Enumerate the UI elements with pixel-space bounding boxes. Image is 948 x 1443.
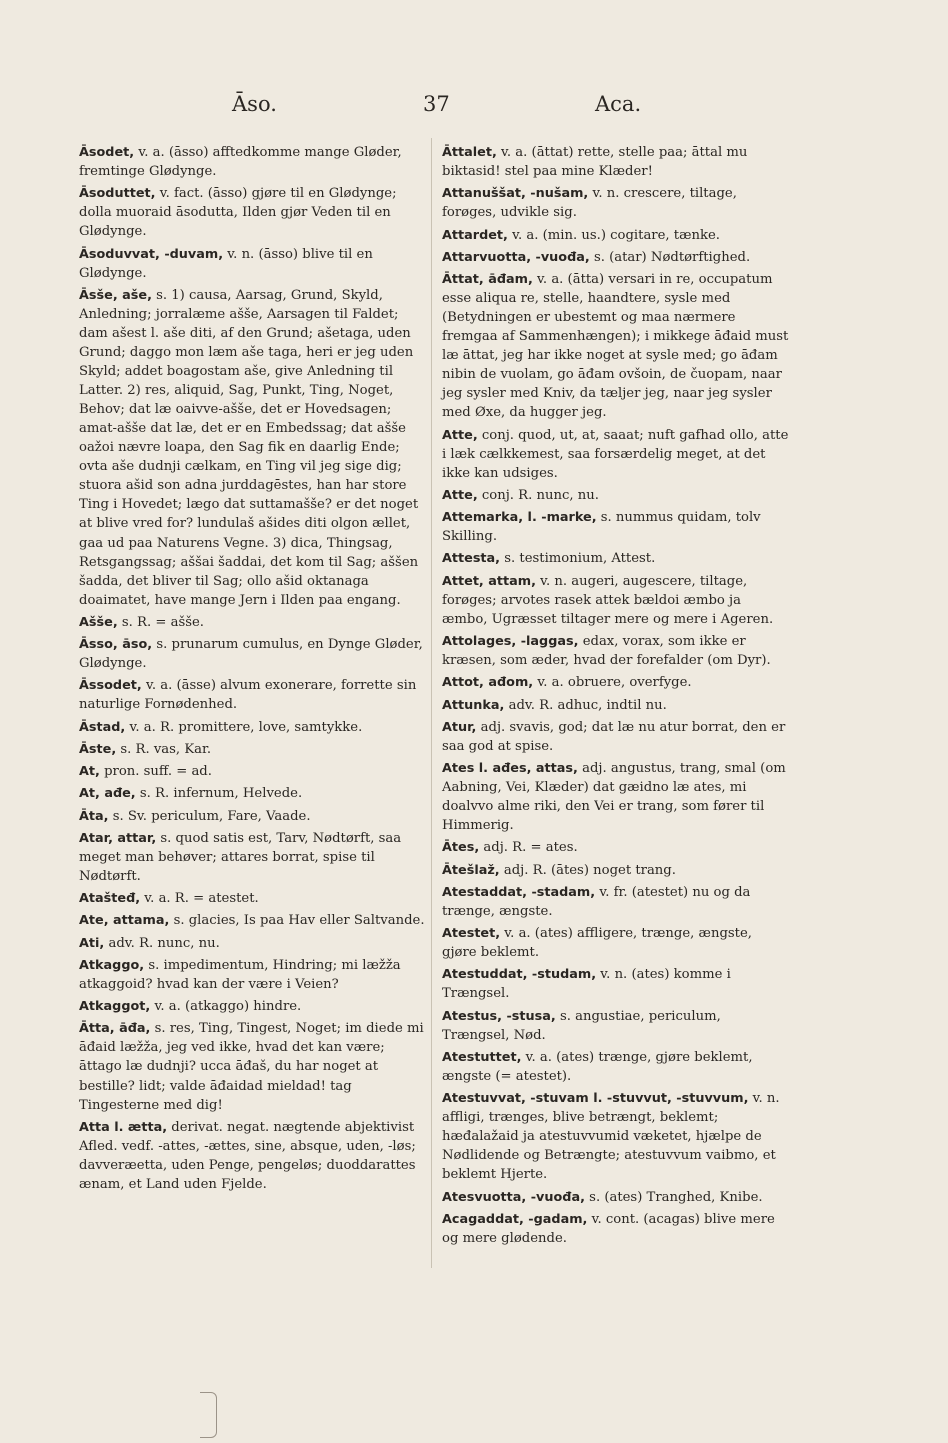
entry-headword: Āste, [79, 741, 117, 757]
entry-headword: Ātešlaž, [442, 862, 500, 878]
header-left-guide-word: Āso. [232, 92, 277, 116]
entry-headword: Atestuddat, -studam, [442, 967, 597, 983]
dictionary-entry [442, 572, 790, 629]
right-column [442, 143, 790, 1251]
entry-headword: Atkaggo, [79, 957, 145, 973]
entry-definition: v. n. (āsso) blive til en Glødynge. [79, 246, 373, 281]
entry-headword: Attot, ađom, [442, 675, 534, 691]
entry-headword: Attunka, [442, 697, 505, 713]
entry-definition: v. a. (ates) affligere, trænge, ængste, gjøre beklemt. [442, 926, 752, 961]
entry-headword: Attolages, -laggas, [442, 634, 579, 649]
dictionary-entry [442, 759, 790, 835]
entry-definition: v. n. crescere, tiltage, forøges, udvikle sig. [442, 186, 737, 221]
entry-definition: v. a. obruere, overfyge. [537, 675, 692, 691]
entry-definition: v. fact. (āsso) gjøre til en Glødynge; dolla muoraid āsodutta, Ilden gjør Veden til en Glødynge. [79, 186, 397, 240]
entry-definition: v. cont. (acagas) blive mere og mere glødende. [442, 1211, 775, 1246]
dictionary-entry [442, 426, 790, 483]
entry-headword: Atta l. ætta, [79, 1119, 168, 1135]
dictionary-entry [442, 883, 790, 921]
dictionary-entry [442, 838, 790, 857]
entry-headword: Ašše, [79, 614, 118, 630]
entry-definition: v. fr. (atestet) nu og da trænge, ængste. [442, 884, 751, 919]
dictionary-entry [442, 924, 790, 962]
entry-definition: s. R. infernum, Helvede. [139, 786, 303, 802]
dictionary-entry [79, 635, 425, 673]
entry-headword: Atur, [442, 719, 477, 735]
dictionary-entry [79, 807, 425, 826]
entry-headword: Āttalet, [442, 145, 497, 160]
entry-headword: Āsodet, [79, 145, 135, 160]
entry-headword: Attarvuotta, -vuođa, [442, 249, 590, 265]
entry-headword: Attardet, [442, 227, 508, 243]
entry-headword: Āta, [79, 808, 109, 824]
entry-headword: Atesvuotta, -vuođa, [442, 1189, 585, 1205]
entry-definition: v. n. (ates) komme i Trængsel. [442, 967, 731, 1002]
entry-headword: Atestuvvat, -stuvam l. -stuvvut, -stuvvum, [442, 1091, 749, 1107]
dictionary-entry [79, 245, 425, 283]
entry-definition: v. a. (āttat) rette, stelle paa; āttal mu biktasid! stel paa mine Klæder! [442, 145, 748, 180]
dictionary-entry [442, 549, 790, 568]
dictionary-entry [442, 1210, 790, 1248]
entry-headword: Atestaddat, -stadam, [442, 884, 596, 900]
entry-headword: Ates l. ađes, attas, [442, 761, 578, 777]
entry-headword: Āstad, [79, 719, 126, 735]
entry-definition: conj. quod, ut, at, saaat; nuft gafhad ollo, atte i læk cælkkemest, saa forsærdelig meget, at det ikke kan udsiges. [442, 427, 789, 481]
dictionary-entry [79, 286, 425, 610]
dictionary-entry [79, 956, 425, 994]
entry-headword: Ātta, āđa, [79, 1021, 151, 1037]
entry-headword: Atkaggot, [79, 999, 151, 1015]
dictionary-entry [442, 718, 790, 756]
entry-definition: s. testimonium, Attest. [504, 551, 656, 567]
dictionary-entry [442, 270, 790, 422]
dictionary-entry [442, 1007, 790, 1045]
entry-definition: adj. angustus, trang, smal (om Aabning, Vei, Klæder) dat gæidno læ ates, mi doalvvo alme riki, den Vei er trang, som fører til Himmerig. [442, 761, 786, 834]
dictionary-entry [442, 486, 790, 505]
dictionary-entry [79, 1118, 425, 1194]
entry-definition: v. a. R. = atestet. [144, 891, 259, 907]
entry-headword: Ati, [79, 935, 105, 951]
entry-definition: v. a. (ates) trænge, gjøre beklemt, ængste (= atestet). [442, 1050, 753, 1085]
entry-definition: s. nummus quidam, tolv Skilling. [442, 510, 761, 545]
dictionary-entry [442, 508, 790, 546]
entry-definition: v. a. (āsso) afftedkomme mange Gløder, fremtinge Glødynge. [79, 145, 402, 180]
entry-headword: Atašteđ, [79, 891, 141, 907]
page-header [0, 92, 948, 124]
dictionary-entry [79, 934, 425, 953]
entry-definition: s. quod satis est, Tarv, Nødtørft, saa meget man behøver; attares borrat, spise til Nødtørft. [79, 830, 402, 884]
entry-definition: s. (atar) Nødtørftighed. [593, 249, 751, 265]
entry-definition: v. a. (atkaggo) hindre. [154, 999, 302, 1015]
dictionary-entry [442, 248, 790, 267]
dictionary-entry [442, 226, 790, 245]
dictionary-entry [442, 632, 790, 670]
entry-definition: s. R. = ašše. [121, 614, 204, 630]
entry-definition: s. prunarum cumulus, en Dynge Gløder, Glødynge. [79, 637, 423, 672]
entry-headword: Atte, [442, 487, 478, 503]
entry-headword: At, [79, 764, 100, 780]
entry-definition: v. a. (āsse) alvum exonerare, forrette sin naturlige Fornødenhed. [79, 678, 417, 713]
entry-headword: Attet, attam, [442, 573, 536, 589]
dictionary-entry [79, 676, 425, 714]
entry-definition: conj. R. nunc, nu. [481, 487, 599, 503]
entry-definition: adj. R. (ātes) noget trang. [503, 862, 676, 878]
entry-headword: Āsše, aše, [79, 287, 152, 303]
dictionary-entry [442, 861, 790, 880]
entry-definition: derivat. negat. nægtende abjektivist Afled. vedf. -attes, -ættes, sine, absque, uden, -løs; davveræetta, uden Penge, pengeløs; duoddarattes ænam, et Land uden Fjelde. [79, 1119, 416, 1192]
entry-headword: Atar, attar, [79, 830, 157, 846]
entry-definition: s. 1) causa, Aarsag, Grund, Skyld, Anledning; jorralæme ašše, Aarsagen til Faldet; dam ašest l. aše diti, af den Grund; ašetaga, uden Grund; daggo mon læm aše taga, heri er jeg uden Skyld; addet boagostam aše, give Anledning til Latter. 2) res, aliquid, Sag, Punkt, Ting, Noget, Behov; dat læ oaivve-ašše, det er Hovedsagen; amat-ašše dat læ, det er en Embedssag; dat ašše oažoi nævre loapa, den Sag fik en daarlig Ende; ovta aše dudnji cælkam, en Ting vil jeg sige dig; stuora ašid son adna jurddagēstes, han har store Ting i Hovedet; lægo dat suttamašše? er det noget at blive vred for? lundulaš ašides diti olgon ællet, gaa ud paa Naturens Vegne. 3) dica, Thingsag, Retsgangssag; aššai šaddai, det kom til Sag; aššen šadda, det bliver til Sag; ollo ašid oktanaga doaimatet, have mange Jern i Ilden paa engang. [79, 287, 419, 608]
entry-definition: s. glacies, Is paa Hav eller Saltvande. [173, 913, 425, 929]
dictionary-entry [442, 1048, 790, 1086]
dictionary-entry [442, 673, 790, 692]
dictionary-entry [79, 762, 425, 781]
entry-headword: Attemarka, l. -marke, [442, 510, 597, 526]
dictionary-entry [79, 718, 425, 737]
dictionary-entry [79, 1019, 425, 1114]
dictionary-entry [442, 1188, 790, 1207]
entry-headword: Attesta, [442, 551, 501, 567]
entry-definition: s. angustiae, periculum, Trængsel, Nød. [442, 1008, 721, 1043]
entry-definition: pron. suff. = ad. [104, 764, 212, 780]
entry-headword: Atestet, [442, 926, 501, 942]
entry-headword: Acagaddat, -gadam, [442, 1211, 588, 1227]
entry-headword: Āsso, āso, [79, 637, 153, 653]
entry-headword: At, ađe, [79, 786, 136, 802]
entry-definition: v. n. affligi, trænges, blive betrængt, beklemt; hæđalažaid ja atestuvvumid væketet, hjælpe de Nødlidende og Betrængte; atestuvvum vaibmo, et beklemt Hjerte. [442, 1091, 780, 1183]
entry-headword: Atestus, -stusa, [442, 1008, 556, 1024]
entry-definition: s. (ates) Tranghed, Knibe. [589, 1189, 763, 1205]
entry-headword: Atte, [442, 427, 478, 443]
dictionary-entry [79, 184, 425, 241]
header-right-guide-word: Aca. [595, 92, 642, 116]
entry-headword: Ate, attama, [79, 913, 170, 929]
entry-definition: adj. svavis, god; dat læ nu atur borrat, den er saa god at spise. [442, 719, 786, 754]
dictionary-entry [79, 889, 425, 908]
dictionary-entry [442, 184, 790, 222]
entry-headword: Ātes, [442, 840, 480, 856]
column-divider [431, 138, 432, 1268]
dictionary-entry [442, 143, 790, 181]
entry-definition: v. n. augeri, augescere, tiltage, forøges; arvotes rasek attek bældoi æmbo ja æmbo, Ugræsset tiltager mere og mere i Ageren. [442, 573, 774, 627]
entry-definition: adj. R. = ates. [483, 840, 578, 856]
entry-definition: s. Sv. periculum, Fare, Vaade. [112, 808, 311, 824]
page-edge-bracket [200, 1392, 217, 1438]
entry-headword: Attanuššat, -nušam, [442, 186, 589, 202]
entry-definition: adv. R. nunc, nu. [108, 935, 220, 951]
entry-headword: Āttat, āđam, [442, 272, 533, 288]
dictionary-entry [442, 1089, 790, 1184]
dictionary-entry [79, 613, 425, 632]
entry-headword: Āsoduvvat, -duvam, [79, 246, 224, 262]
dictionary-entry [79, 740, 425, 759]
dictionary-entry [442, 696, 790, 715]
entry-definition: v. a. (min. us.) cogitare, tænke. [512, 227, 720, 243]
entry-headword: Āsoduttet, [79, 186, 156, 202]
dictionary-entry [442, 965, 790, 1003]
dictionary-entry [79, 143, 425, 181]
dictionary-entry [79, 911, 425, 930]
entry-headword: Āssodet, [79, 678, 142, 694]
entry-definition: v. a. R. promittere, love, samtykke. [129, 719, 363, 735]
entry-definition: v. a. (ātta) versari in re, occupatum esse aliqua re, stelle, haandtere, sysle med (Betydningen er ubestemt og maa nærmere fremgaa af Sammenhængen); i mikkege āđaid must læ āttat, jeg har ikke noget at sysle med; go āđam nibin de vuolam, go āđam ovšoin, de čuopam, naar jeg sysler med Kniv, da tæljer jeg, naar jeg sysler med Øxe, da hugger jeg. [442, 272, 789, 421]
entry-headword: Atestuttet, [442, 1050, 522, 1065]
entry-definition: s. impedimentum, Hindring; mi læžža atkaggoid? hvad kan der være i Veien? [79, 957, 401, 992]
left-column [79, 143, 425, 1197]
entry-definition: adv. R. adhuc, indtil nu. [508, 697, 667, 713]
page-number: 37 [423, 92, 450, 116]
dictionary-entry [79, 997, 425, 1016]
entry-definition: s. res, Ting, Tingest, Noget; im diede mi āđaid læžža, jeg ved ikke, hvad det kan være; āttago læ dudnji? ucca āđaš, du har noget at bestille? lidt; valde āđaidad mieldad! tag Tingesterne med dig! [79, 1021, 424, 1113]
dictionary-entry [79, 829, 425, 886]
dictionary-entry [79, 784, 425, 803]
entry-definition: edax, vorax, som ikke er kræsen, som æder, hvad der forefalder (om Dyr). [442, 634, 771, 669]
entry-definition: s. R. vas, Kar. [120, 741, 212, 757]
